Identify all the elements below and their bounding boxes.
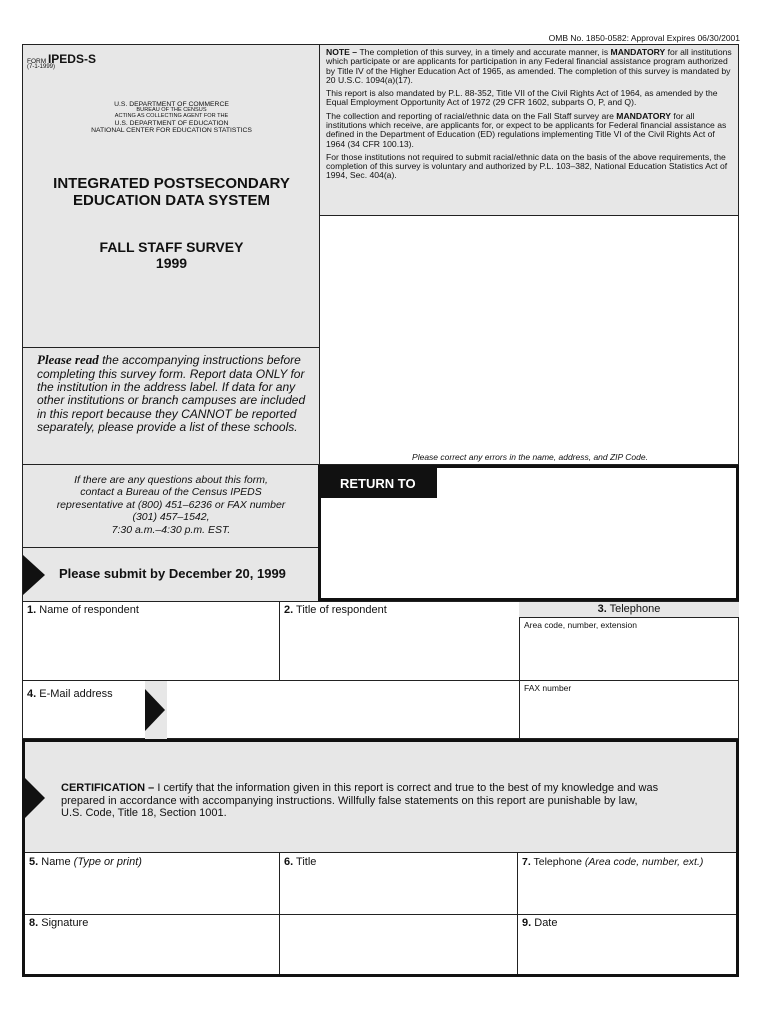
field-number: 2.	[284, 604, 294, 616]
email-label-cell	[23, 681, 145, 739]
field-number: 5.	[29, 856, 39, 868]
field-label: Date	[534, 917, 558, 929]
instructions-note	[23, 347, 320, 466]
please-read-text: the accompanying instructions before completing this survey form. Report data ONLY for the institution in the address label. If data for any other institutions or branch campuses are included in this report because they CANNOT be reported separately, please provide a list of these schools.	[37, 353, 306, 435]
return-address-box[interactable]	[318, 465, 739, 601]
address-label-area[interactable]	[319, 216, 739, 465]
field-number: 3.	[597, 603, 607, 615]
field-label: Title	[296, 856, 317, 868]
note-text: for all institutions which participate or are applicants for participation in any Federal financial assistance program authorized by Title IV of the Higher Education Act of 1965, as amended. The completion of this survey is mandated by 20 U.S.C. 1094(a)(17).	[326, 47, 732, 85]
arrow-icon	[23, 555, 45, 595]
note-mandatory: MANDATORY	[610, 47, 666, 57]
contact-line: (301) 457–1542,	[132, 511, 210, 524]
contact-line: contact a Bureau of the Census IPEDS	[80, 486, 262, 499]
submit-deadline-box	[22, 547, 319, 601]
field-label: Title of respondent	[296, 604, 387, 616]
fax-field[interactable]	[520, 681, 738, 739]
contact-line: If there are any questions about this form,	[74, 474, 268, 486]
agency-line: NATIONAL CENTER FOR EDUCATION STATISTICS	[91, 126, 252, 134]
certification-lead: CERTIFICATION –	[61, 782, 158, 794]
field-label: E-Mail address	[39, 688, 113, 700]
field-number: 9.	[522, 917, 532, 929]
survey-title	[23, 239, 320, 271]
note-paragraph	[326, 48, 732, 85]
arrow-icon	[145, 681, 167, 739]
agency-line: BUREAU OF THE CENSUS	[136, 107, 207, 114]
return-to-label: RETURN TO	[321, 468, 437, 498]
field-label: Name	[41, 856, 71, 868]
certification-text: I certify that the information given in this report is correct and true to the best of my knowledge and was prepared in accordance with accompanying instructions. Willfully false statements on this report are punishable by law, U.S. Code, Title 18, Section 1001.	[61, 782, 659, 820]
email-input[interactable]	[167, 681, 519, 739]
contact-line: 7:30 a.m.–4:30 p.m. EST.	[111, 523, 231, 536]
respondent-section	[22, 601, 739, 739]
field-hint: (Type or print)	[73, 856, 142, 868]
field-label: FAX number	[524, 683, 572, 693]
field-number: 1.	[27, 604, 37, 616]
certification-statement	[61, 782, 661, 820]
certification-section	[22, 739, 739, 977]
contact-info	[22, 465, 319, 547]
survey-year: 1999	[155, 255, 188, 272]
note-paragraph: For those institutions not required to submit racial/ethnic data on the basis of the above requirements, the completion of this survey is voluntary and authorized by P.L. 103–382, National Education Statistics Act of 1994, Sec. 404(a).	[326, 151, 728, 181]
form-header-panel	[22, 44, 319, 465]
field-label: Signature	[41, 917, 89, 929]
field-label: Telephone	[533, 856, 582, 868]
agency-line: U.S. DEPARTMENT OF COMMERCE	[114, 101, 229, 108]
certifier-name-field[interactable]	[25, 854, 279, 914]
system-title-line: EDUCATION DATA SYSTEM	[73, 191, 270, 209]
note-text: The collection and reporting of racial/ethnic data on the Fall Staff survey are	[326, 110, 617, 121]
survey-title-line: FALL STAFF SURVEY	[99, 239, 244, 255]
note-text: The completion of this survey, in a timely and accurate manner, is	[359, 47, 611, 57]
field-number: 8.	[29, 917, 39, 929]
agency-block	[23, 101, 320, 134]
field-hint: Area code, number, extension	[524, 620, 637, 630]
respondent-telephone-field[interactable]	[520, 618, 738, 680]
agency-line: ACTING AS COLLECTING AGENT FOR THE	[114, 112, 229, 119]
form-number: IPEDS-S	[47, 52, 96, 66]
field-label: Telephone	[609, 603, 661, 615]
respondent-title-field[interactable]	[280, 602, 519, 680]
note-mandatory: MANDATORY	[616, 110, 672, 121]
field-hint: (Area code, number, ext.)	[584, 856, 704, 868]
system-title	[23, 176, 320, 209]
respondent-name-field[interactable]	[23, 602, 279, 680]
submit-deadline: Please submit by December 20, 1999	[59, 566, 286, 581]
please-read-lead: Please read	[37, 352, 99, 367]
note-text: for all institutions which receive, are applicants for, or expect to be applicants for Federal financial assistance as defined in the Department of Education (ED) regulations implementing Title VI of the Civil Rights Act of 1964 (34 CFR 100.13).	[326, 110, 727, 149]
signature-field[interactable]	[25, 915, 517, 974]
omb-number: OMB No. 1850-0582: Approval Expires 06/30/2001	[548, 33, 740, 43]
note-paragraph	[326, 112, 732, 149]
field-number: 6.	[284, 856, 294, 868]
arrow-icon	[25, 778, 45, 818]
system-title-line: INTEGRATED POSTSECONDARY	[53, 175, 290, 192]
field-number: 7.	[522, 856, 531, 868]
form-prefix: FORM	[27, 58, 47, 65]
note-lead: NOTE –	[326, 47, 360, 57]
agency-line: U.S. DEPARTMENT OF EDUCATION	[114, 119, 229, 127]
certifier-title-field[interactable]	[280, 854, 517, 914]
contact-line: representative at (800) 451–6236 or FAX number	[56, 498, 286, 511]
form-date: (7-1-1999)	[27, 64, 56, 70]
telephone-header	[519, 602, 739, 618]
field-number: 4.	[27, 688, 37, 700]
certifier-telephone-field[interactable]	[518, 854, 736, 914]
certification-statement-box	[25, 742, 736, 853]
date-field[interactable]	[518, 915, 736, 974]
legal-note	[319, 44, 739, 216]
field-label: Name of respondent	[39, 604, 139, 616]
note-paragraph: This report is also mandated by P.L. 88-352, Title VII of the Civil Rights Act of 1964, as amended by the Equal Employment Opportunity Act of 1972 (29 CFR 1602, subparts O, P, and Q).	[326, 88, 718, 108]
address-correction-note: Please correct any errors in the name, address, and ZIP Code.	[412, 452, 648, 462]
